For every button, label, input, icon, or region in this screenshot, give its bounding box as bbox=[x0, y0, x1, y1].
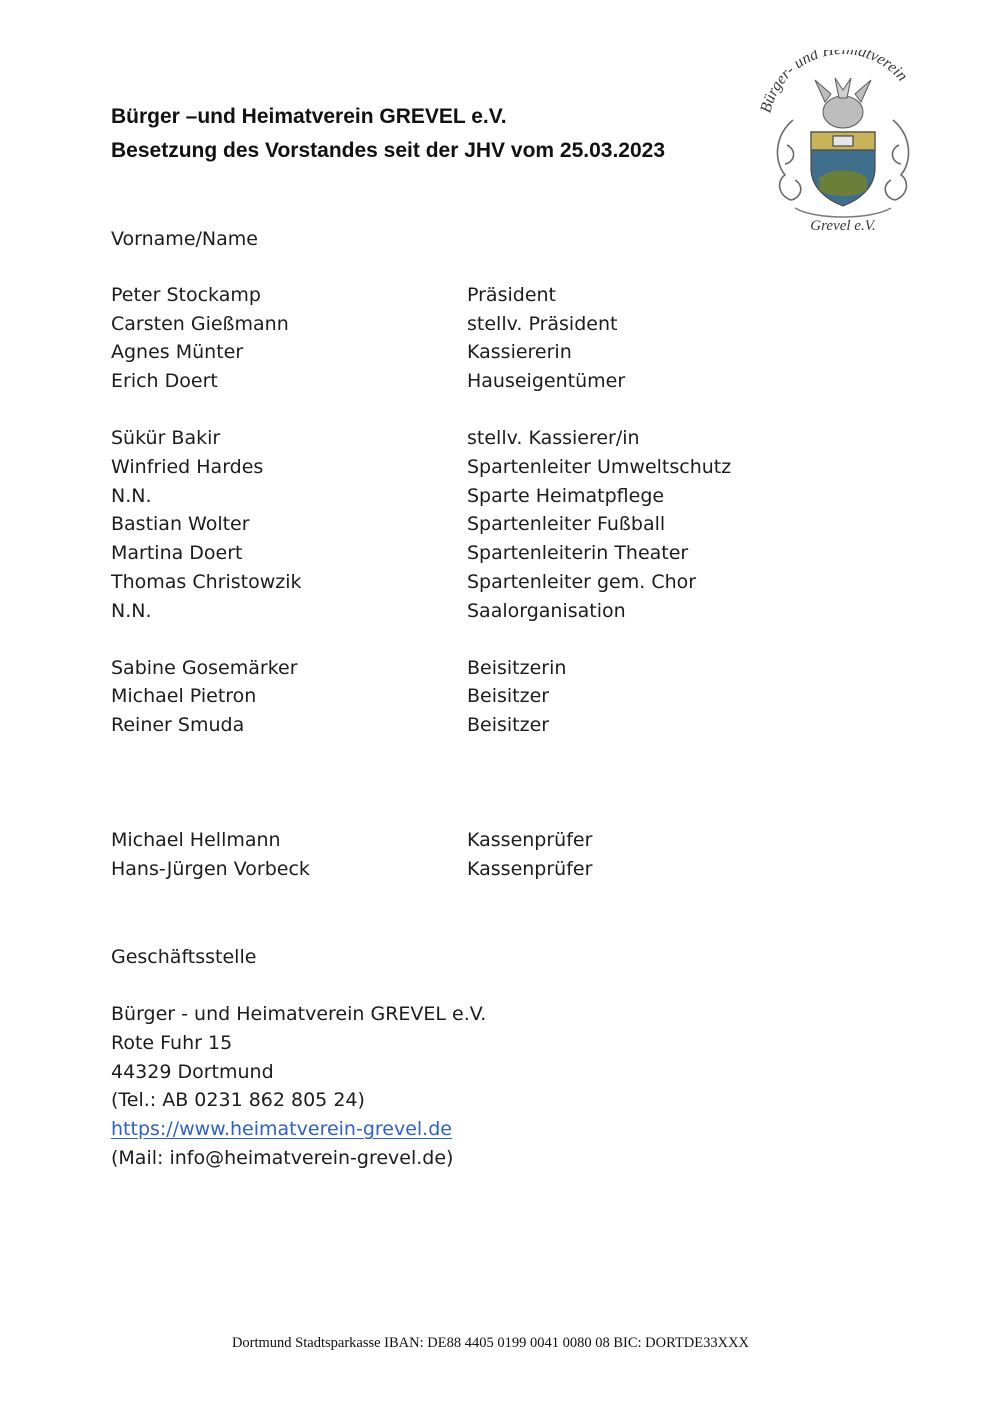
member-role: stellv. Präsident bbox=[467, 312, 618, 335]
member-group-auditors bbox=[111, 826, 811, 883]
column-label: Vorname/Name bbox=[111, 228, 258, 250]
member-name: Reiner Smuda bbox=[111, 714, 245, 737]
group-spacer bbox=[111, 396, 811, 425]
member-row bbox=[111, 338, 811, 367]
website-link[interactable]: https://www.heimatverein-grevel.de bbox=[111, 1118, 452, 1141]
member-row bbox=[111, 855, 811, 884]
address-org: Bürger - und Heimatverein GREVEL e.V. bbox=[111, 1003, 487, 1025]
member-row bbox=[111, 510, 811, 539]
member-name: Erich Doert bbox=[111, 370, 218, 393]
member-name: N.N. bbox=[111, 599, 152, 622]
member-row bbox=[111, 597, 811, 626]
board-members bbox=[111, 281, 811, 883]
member-row bbox=[111, 281, 811, 310]
member-role: Spartenleiter Fußball bbox=[467, 513, 666, 536]
bank-details: Dortmund Stadtsparkasse IBAN: DE88 4405 0199 0041 0080 08 BIC: DORTDE33XXX bbox=[231, 1335, 750, 1351]
member-name: Hans-Jürgen Vorbeck bbox=[111, 857, 310, 880]
address-phone: (Tel.: AB 0231 862 805 24) bbox=[111, 1089, 365, 1112]
group-spacer bbox=[111, 740, 811, 826]
office-heading: Geschäftsstelle bbox=[111, 946, 257, 968]
title-line-2: Besetzung des Vorstandes seit der JHV vom 25.03.2023 bbox=[111, 139, 666, 162]
member-row bbox=[111, 482, 811, 511]
member-row bbox=[111, 453, 811, 482]
member-row bbox=[111, 424, 811, 453]
member-name: Carsten Gießmann bbox=[111, 312, 289, 335]
member-row bbox=[111, 310, 811, 339]
title-line-1: Bürger –und Heimatverein GREVEL e.V. bbox=[111, 105, 507, 128]
member-name: Michael Pietron bbox=[111, 685, 257, 708]
member-name: Michael Hellmann bbox=[111, 828, 281, 851]
member-group-divisions bbox=[111, 424, 811, 625]
bank-footer bbox=[0, 1335, 989, 1352]
member-role: Hauseigentümer bbox=[467, 370, 626, 393]
member-row bbox=[111, 826, 811, 855]
address-city: 44329 Dortmund bbox=[111, 1060, 274, 1083]
member-name: Bastian Wolter bbox=[111, 513, 250, 536]
member-role: Kassenprüfer bbox=[467, 857, 593, 880]
member-name: Sabine Gosemärker bbox=[111, 656, 298, 679]
member-role: Beisitzer bbox=[467, 685, 550, 708]
member-role: Spartenleiterin Theater bbox=[467, 542, 689, 565]
member-group-executive bbox=[111, 281, 811, 396]
member-name: Martina Doert bbox=[111, 542, 243, 565]
member-name: N.N. bbox=[111, 484, 152, 507]
office-address bbox=[111, 1000, 486, 1173]
address-street: Rote Fuhr 15 bbox=[111, 1031, 233, 1054]
member-name: Peter Stockamp bbox=[111, 284, 261, 306]
member-role: Kassenprüfer bbox=[467, 828, 593, 851]
member-name: Agnes Münter bbox=[111, 341, 244, 364]
logo-arc-text: Bürger- und H matverein bbox=[757, 50, 911, 115]
member-role: Beisitzer bbox=[467, 714, 550, 737]
document-header bbox=[111, 100, 665, 168]
coat-of-arms-icon bbox=[755, 50, 931, 240]
member-group-assessors bbox=[111, 654, 811, 740]
address-mail: (Mail: info@heimatverein-grevel.de) bbox=[111, 1146, 454, 1169]
member-row bbox=[111, 682, 811, 711]
logo-bottom-text: Grevel e.V. bbox=[810, 218, 876, 234]
member-role: stellv. Kassierer/in bbox=[467, 427, 640, 450]
club-logo bbox=[755, 50, 931, 240]
member-role: Spartenleiter gem. Chor bbox=[467, 570, 697, 593]
member-role: Beisitzerin bbox=[467, 656, 567, 679]
member-name: Thomas Christowzik bbox=[111, 570, 302, 593]
member-role: Sparte Heimatpflege bbox=[467, 484, 665, 507]
member-name: Sükür Bakir bbox=[111, 427, 221, 450]
member-row bbox=[111, 711, 811, 740]
member-role: Präsident bbox=[467, 284, 556, 306]
member-role: Spartenleiter Umweltschutz bbox=[467, 456, 732, 479]
member-row bbox=[111, 654, 811, 683]
member-row bbox=[111, 539, 811, 568]
member-name: Winfried Hardes bbox=[111, 456, 264, 479]
member-role: Kassiererin bbox=[467, 341, 572, 364]
group-spacer bbox=[111, 625, 811, 654]
member-role: Saalorganisation bbox=[467, 599, 626, 622]
member-row bbox=[111, 367, 811, 396]
member-row bbox=[111, 568, 811, 597]
